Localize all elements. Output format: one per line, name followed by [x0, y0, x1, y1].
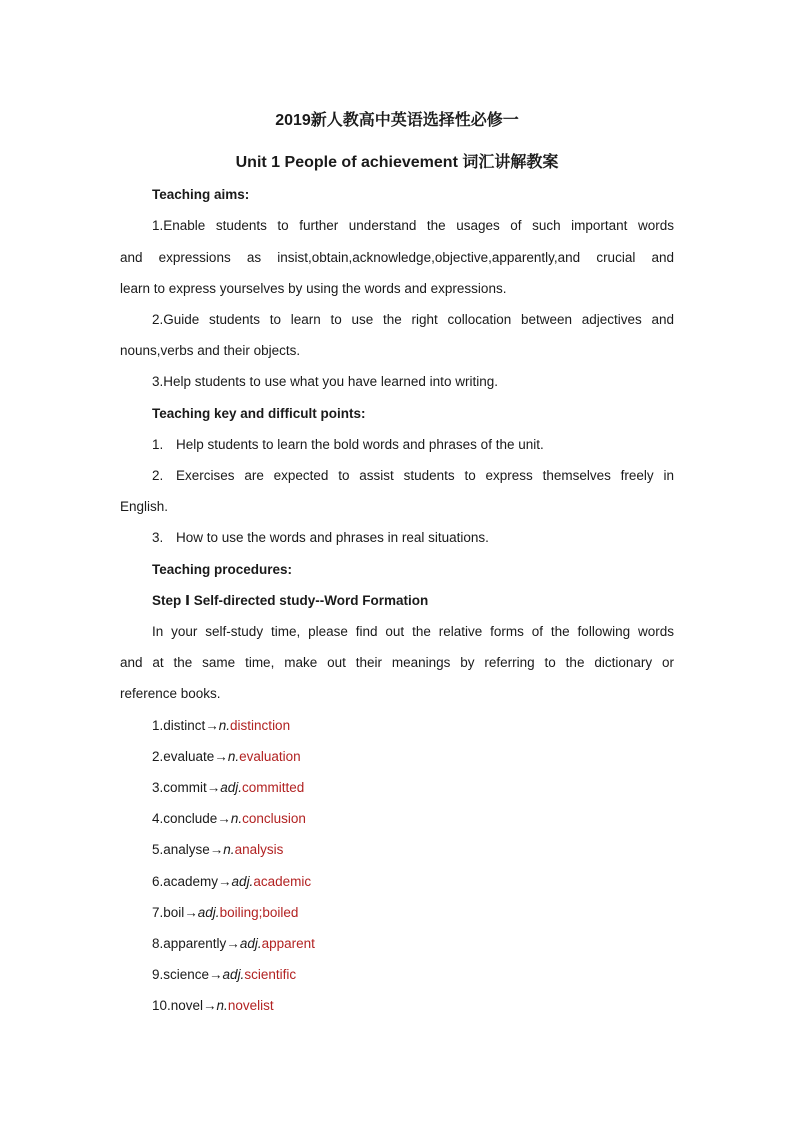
word-base: 6.academy→	[152, 874, 232, 889]
intro-line2: and at the same time, make out their meanings by referring to the dictionary or	[120, 655, 674, 670]
word-item	[152, 996, 274, 1016]
word-item	[152, 934, 315, 954]
word-answer: scientific	[244, 967, 297, 982]
word-pos: n.	[227, 749, 240, 764]
key-point-1-text: Help students to learn the bold words and phrases of the unit.	[176, 437, 544, 452]
doc-title-line2: Unit 1 People of achievement 词汇讲解教案	[235, 154, 559, 171]
word-item	[152, 716, 290, 736]
word-answer: distinction	[230, 718, 291, 733]
aim-1-line1: 1.Enable students to further understand the usages of such important words	[152, 218, 674, 233]
doc-title-line1: 2019新人教高中英语选择性必修一	[275, 112, 519, 129]
key-point-3	[152, 528, 674, 548]
word-item	[152, 903, 298, 923]
word-base: 8.apparently→	[152, 936, 240, 951]
word-pos: n.	[218, 718, 231, 733]
aim-2-line2: nouns,verbs and their objects.	[120, 343, 301, 358]
word-base: 1.distinct→	[152, 718, 219, 733]
word-pos: adj.	[231, 874, 254, 889]
word-base: 9.science→	[152, 967, 223, 982]
key-point-2	[152, 466, 674, 486]
word-item	[152, 965, 296, 985]
key-point-1	[152, 435, 674, 455]
key-point-1-number: 1.	[152, 437, 164, 452]
word-answer: boiling;boiled	[219, 905, 299, 920]
procedures-heading: Teaching procedures:	[152, 562, 293, 577]
intro-line1: In your self-study time, please find out the relative forms of the following words	[152, 624, 674, 639]
word-item	[152, 747, 301, 767]
word-base: 5.analyse→	[152, 842, 224, 857]
aim-1-line2: and expressions as insist,obtain,acknowledge,objective,apparently,and crucial and	[120, 250, 674, 265]
key-point-2-number: 2.	[152, 468, 164, 483]
aim-3: 3.Help students to use what you have learned into writing.	[152, 374, 498, 389]
word-base: 3.commit→	[152, 780, 221, 795]
word-pos: adj.	[239, 936, 262, 951]
key-point-3-number: 3.	[152, 530, 164, 545]
word-pos: adj.	[220, 780, 243, 795]
word-base: 10.novel→	[152, 998, 217, 1013]
word-item	[152, 809, 306, 829]
aims-heading: Teaching aims:	[152, 187, 250, 202]
word-answer: academic	[253, 874, 312, 889]
word-pos: n.	[223, 842, 235, 857]
word-base: 2.evaluate→	[152, 749, 228, 764]
word-answer: apparent	[261, 936, 315, 951]
word-item	[152, 778, 304, 798]
word-pos: n.	[216, 998, 228, 1013]
key-point-2-line2: English.	[120, 499, 169, 514]
word-answer: evaluation	[239, 749, 301, 764]
word-answer: analysis	[234, 842, 284, 857]
key-points-heading: Teaching key and difficult points:	[152, 406, 366, 421]
word-pos: n.	[230, 811, 243, 826]
word-answer: committed	[242, 780, 305, 795]
aim-1-line3: learn to express yourselves by using the words and expressions.	[120, 281, 507, 296]
word-answer: novelist	[227, 998, 274, 1013]
key-point-3-text: How to use the words and phrases in real situations.	[176, 530, 489, 545]
word-item	[152, 872, 311, 892]
intro-line3: reference books.	[120, 686, 221, 701]
word-base: 7.boil→	[152, 905, 198, 920]
aim-2-line1: 2.Guide students to learn to use the right collocation between adjectives and	[152, 312, 674, 327]
word-item	[152, 840, 283, 860]
word-answer: conclusion	[242, 811, 306, 826]
key-point-2-line1: Exercises are expected to assist students to express themselves freely in	[176, 468, 674, 483]
step-1-heading: Step Ⅰ Self-directed study--Word Formation	[152, 593, 429, 608]
word-pos: adj.	[197, 905, 220, 920]
word-base: 4.conclude→	[152, 811, 231, 826]
word-pos: adj.	[222, 967, 245, 982]
